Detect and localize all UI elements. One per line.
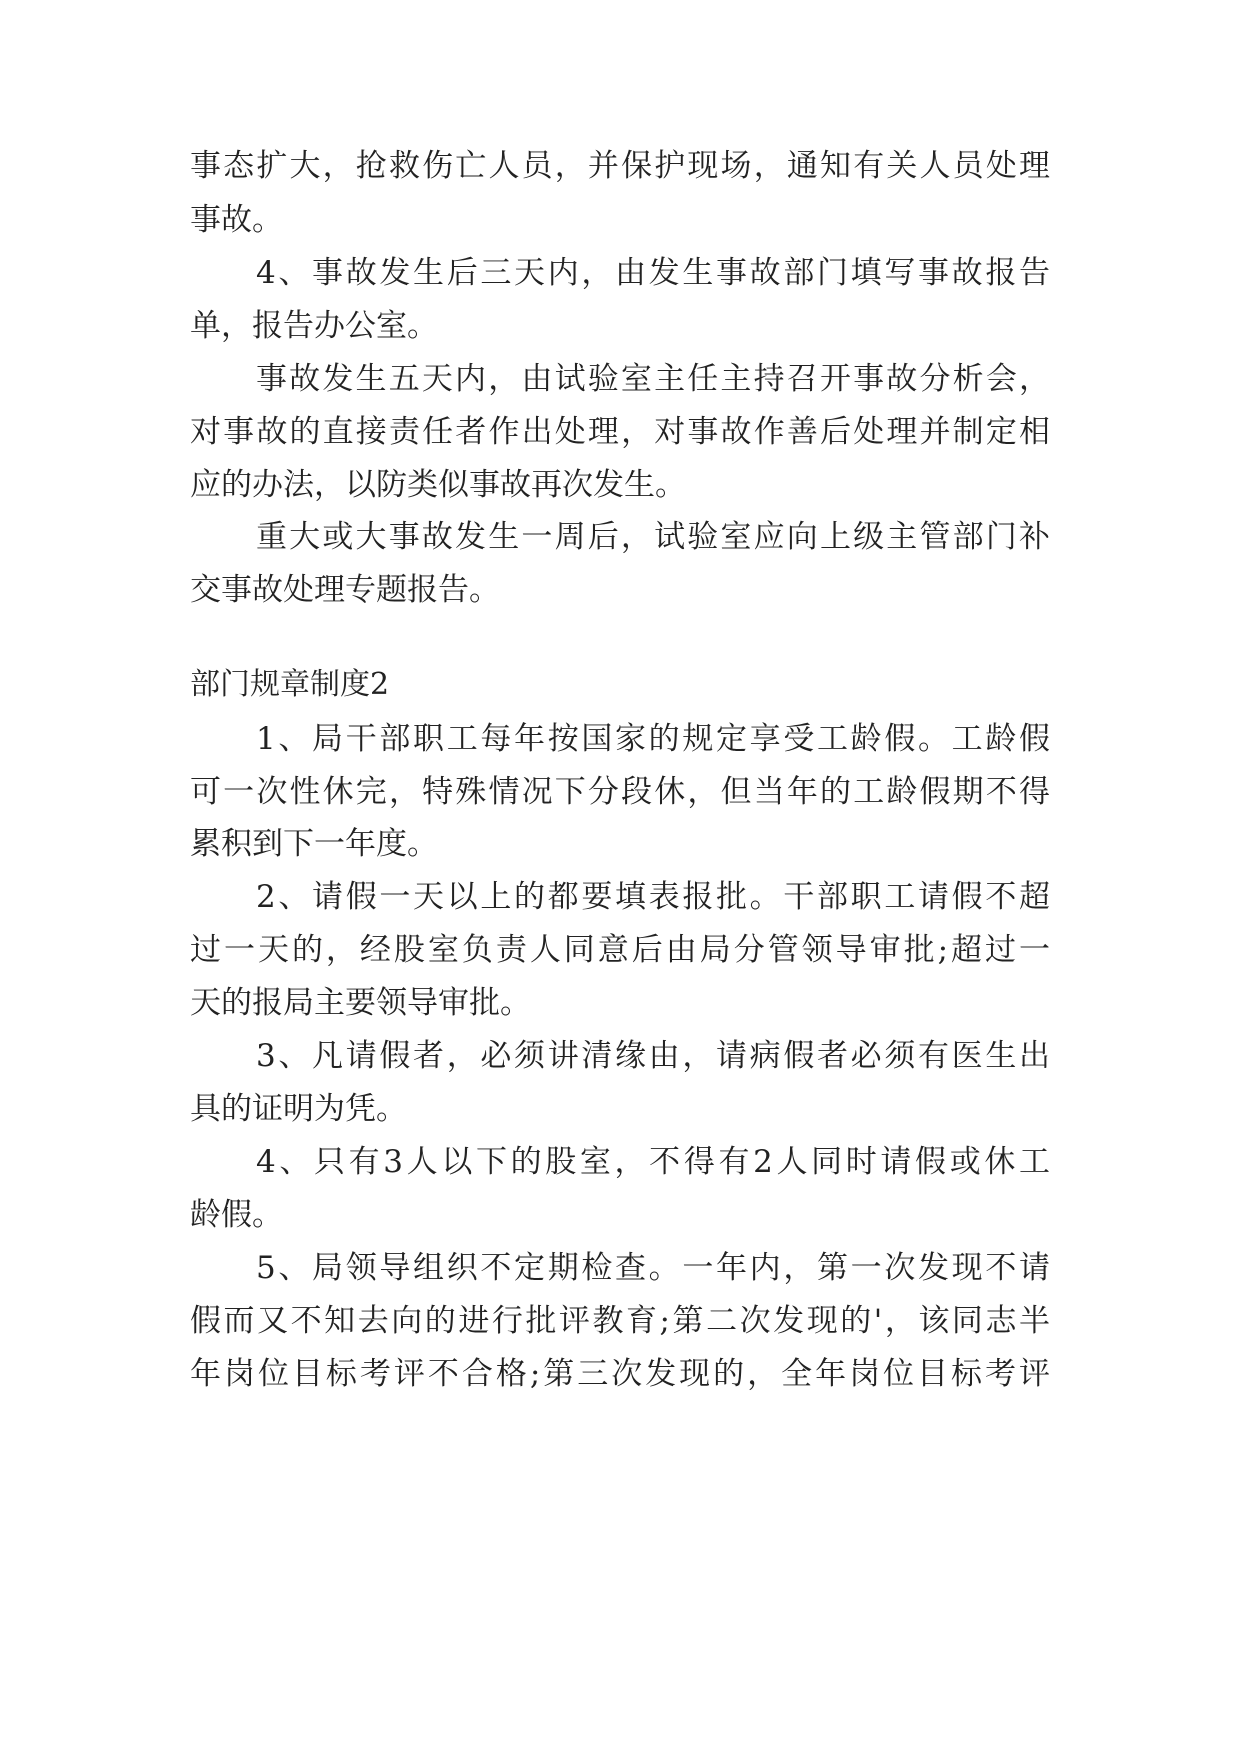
paragraph-line: 假而又不知去向的进行批评教育;第二次发现的'，该同志半 bbox=[190, 1303, 1050, 1339]
paragraph-line: 5、局领导组织不定期检查。一年内，第一次发现不请 bbox=[256, 1250, 1050, 1286]
paragraph-line: 事故发生五天内，由试验室主任主持召开事故分析会， bbox=[256, 361, 1050, 397]
section-heading: 部门规章制度2 bbox=[190, 667, 390, 702]
paragraph-line: 交事故处理专题报告。 bbox=[190, 572, 500, 608]
paragraph-line: 累积到下一年度。 bbox=[190, 826, 438, 862]
paragraph-line: 事态扩大，抢救伤亡人员，并保护现场，通知有关人员处理 bbox=[190, 148, 1050, 184]
paragraph-line: 对事故的直接责任者作出处理，对事故作善后处理并制定相 bbox=[190, 414, 1050, 450]
paragraph-line: 可一次性休完，特殊情况下分段休，但当年的工龄假期不得 bbox=[190, 774, 1050, 810]
paragraph-line: 年岗位目标考评不合格;第三次发现的，全年岗位目标考评 bbox=[190, 1356, 1050, 1392]
paragraph-line: 1、局干部职工每年按国家的规定享受工龄假。工龄假 bbox=[256, 721, 1050, 757]
paragraph-line: 单，报告办公室。 bbox=[190, 308, 438, 344]
paragraph-line: 4、只有3人以下的股室，不得有2人同时请假或休工 bbox=[256, 1144, 1050, 1180]
paragraph-line: 4、事故发生后三天内，由发生事故部门填写事故报告 bbox=[256, 255, 1050, 291]
paragraph-line: 3、凡请假者，必须讲清缘由，请病假者必须有医生出 bbox=[256, 1038, 1050, 1074]
paragraph-line: 2、请假一天以上的都要填表报批。干部职工请假不超 bbox=[256, 879, 1050, 915]
paragraph-line: 龄假。 bbox=[190, 1197, 283, 1233]
paragraph-line: 天的报局主要领导审批。 bbox=[190, 985, 531, 1021]
paragraph-line: 应的办法，以防类似事故再次发生。 bbox=[190, 467, 686, 503]
paragraph-line: 重大或大事故发生一周后，试验室应向上级主管部门补 bbox=[256, 519, 1050, 555]
paragraph-line: 过一天的，经股室负责人同意后由局分管领导审批;超过一 bbox=[190, 932, 1050, 968]
paragraph-line: 具的证明为凭。 bbox=[190, 1091, 407, 1127]
paragraph-line: 事故。 bbox=[190, 202, 283, 238]
